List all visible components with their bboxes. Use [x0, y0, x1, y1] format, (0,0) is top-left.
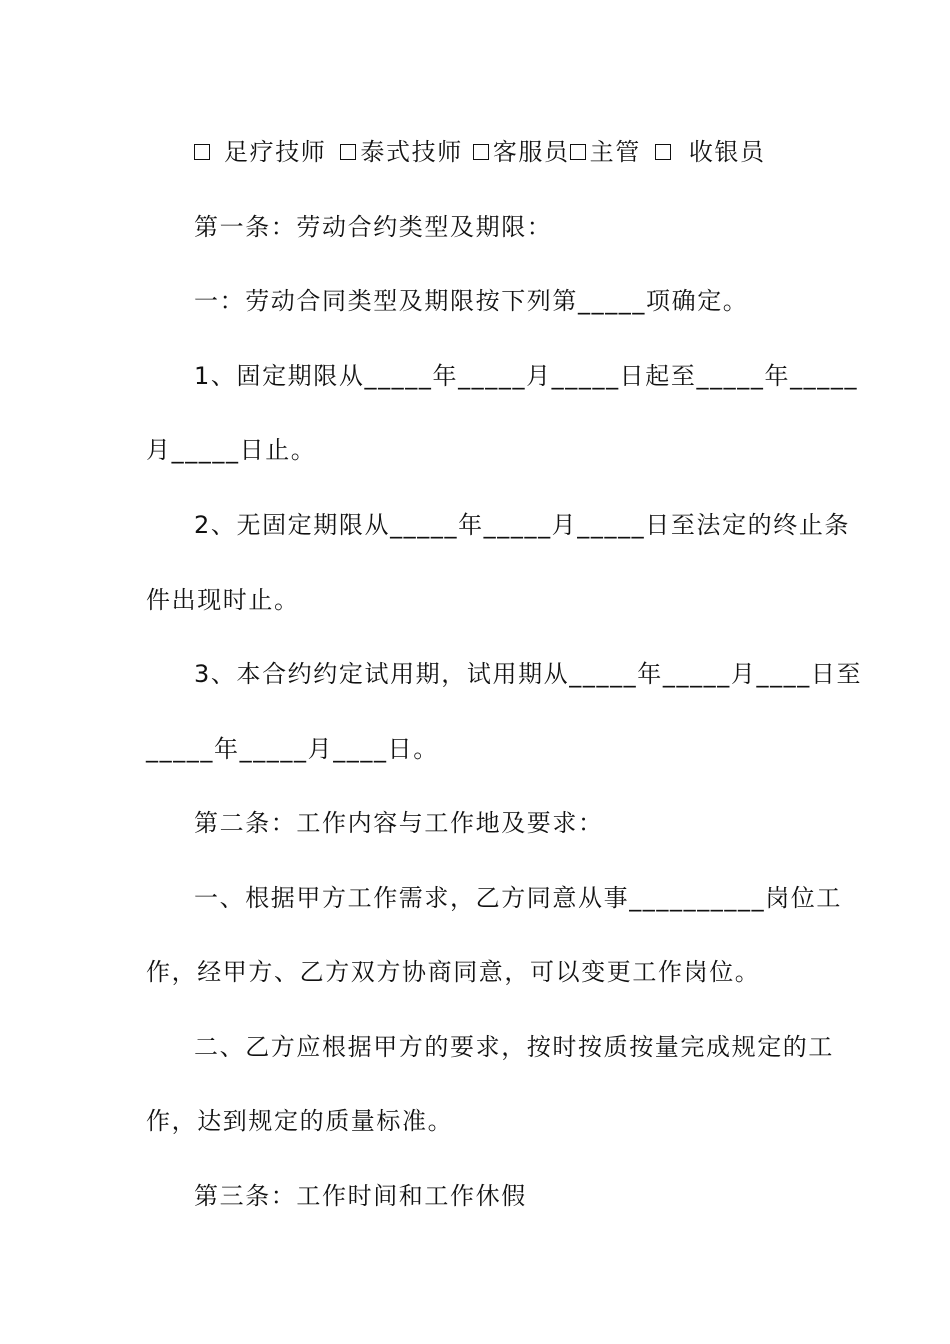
clause-2-line-1: 二、乙方应根据甲方的要求，按时按质按量完成规定的工: [194, 1033, 834, 1061]
position-option[interactable]: [655, 137, 766, 167]
position-label: 收银员: [688, 138, 766, 166]
article-1-item-intro: 一：劳动合同类型及期限按下列第_____项确定。: [194, 287, 749, 315]
probation-line-1: 3、本合约约定试用期，试用期从_____年_____月____日至: [194, 660, 863, 688]
article-2-title: 第二条：工作内容与工作地及要求：: [194, 809, 604, 837]
probation-line-2: _____年_____月____日。: [146, 735, 439, 763]
position-options: [146, 137, 806, 167]
checkbox-icon[interactable]: [194, 144, 210, 160]
article-1-title: 第一条：劳动合约类型及期限：: [194, 213, 553, 241]
fixed-term-line-2: 月_____日止。: [146, 436, 317, 464]
checkbox-icon[interactable]: [340, 144, 356, 160]
position-option[interactable]: [473, 137, 570, 167]
article-3-title: 第三条：工作时间和工作休假: [194, 1182, 527, 1210]
open-term-line-1: 2、无固定期限从_____年_____月_____日至法定的终止条: [194, 511, 851, 539]
checkbox-icon[interactable]: [473, 144, 489, 160]
open-term-line-2: 件出现时止。: [146, 586, 300, 614]
checkbox-icon[interactable]: [655, 144, 671, 160]
position-option[interactable]: [340, 137, 462, 167]
checkbox-icon[interactable]: [570, 144, 586, 160]
clause-1-line-1: 一、根据甲方工作需求，乙方同意从事__________岗位工: [194, 884, 842, 912]
position-label: 主管: [589, 138, 641, 166]
position-option[interactable]: [570, 137, 641, 167]
position-label: 泰式技师: [360, 138, 463, 166]
position-label: 足疗技师: [224, 138, 327, 166]
clause-1-line-2: 作，经甲方、乙方双方协商同意，可以变更工作岗位。: [146, 958, 761, 986]
fixed-term-line-1: 1、固定期限从_____年_____月_____日起至_____年_____: [194, 362, 859, 390]
position-option[interactable]: [194, 137, 326, 167]
position-label: 客服员: [492, 138, 570, 166]
clause-2-line-2: 作，达到规定的质量标准。: [146, 1107, 454, 1135]
